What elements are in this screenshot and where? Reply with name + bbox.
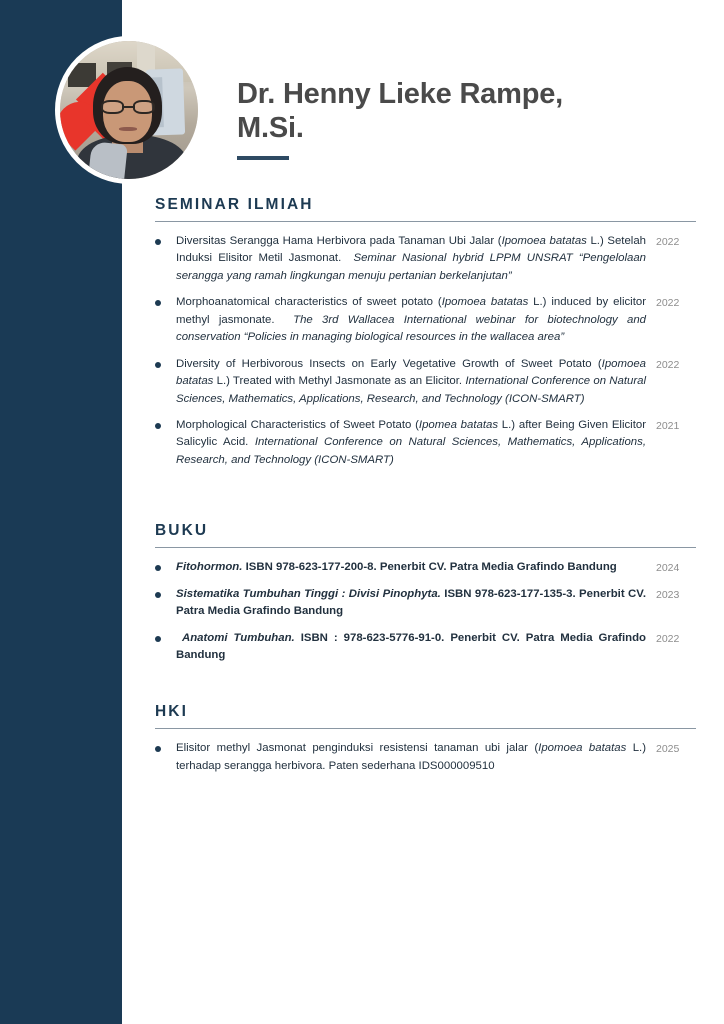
section-divider [155, 728, 696, 729]
section-heading-seminar-ilmiah: SEMINAR ILMIAH [155, 196, 314, 213]
entry-year: 2022 [656, 297, 680, 310]
entry-year: 2024 [656, 562, 680, 575]
list-item [155, 233, 696, 285]
section-hki [155, 703, 696, 775]
bullet-icon [155, 559, 176, 571]
section-heading-buku: BUKU [155, 522, 209, 540]
list-item [155, 417, 696, 469]
bullet-icon [155, 740, 176, 752]
section-divider [155, 547, 696, 548]
entry-year: 2023 [656, 588, 680, 601]
bullet-icon [155, 630, 176, 642]
entry-year: 2022 [656, 358, 680, 371]
page-title: Dr. Henny Lieke Rampe, M.Si. [237, 78, 563, 144]
list-item [155, 559, 696, 576]
entry-text: Anatomi Tumbuhan. ISBN : 978-623-5776-91-0. Penerbit CV. Patra Media Grafindo Bandung [176, 631, 646, 661]
glasses-icon [101, 100, 155, 114]
list-item [155, 356, 696, 408]
entry-year: 2022 [656, 236, 680, 248]
list-item [155, 740, 696, 775]
section-seminar-ilmiah [155, 196, 696, 469]
entry-year: 2025 [656, 743, 680, 756]
photo-scarf [89, 141, 128, 180]
entry-text: Diversitas Serangga Hama Herbivora pada Tanaman Ubi Jalar (Ipomoea batatas L.) Setelah Induksi Elisitor Metil Jasmonat. Seminar Nasional hybrid LPPM UNSRAT “Pengelolaan serangga yang ramah lingkungan menuju pertanian berkelanjutan” [176, 235, 646, 282]
title-underline [237, 156, 289, 160]
list-item [155, 294, 696, 346]
name-block [237, 78, 697, 160]
entry-text: Morphoanatomical characteristics of sweet potato (Ipomoea batatas L.) induced by elicitor methyl jasmonate. The 3rd Wallacea International webinar for biotechnology and conservation “Policies in managing biological resources in the wallacea area” [176, 296, 647, 344]
entry-text: Fitohormon. ISBN 978-623-177-200-8. Penerbit CV. Patra Media Grafindo Bandung [176, 561, 617, 574]
entry-year: 2022 [656, 632, 680, 645]
bullet-icon [155, 294, 176, 306]
list-item [155, 586, 696, 621]
entry-text: Sistematika Tumbuhan Tinggi : Divisi Pinophyta. ISBN 978-623-177-135-3. Penerbit CV. Patra Media Grafindo Bandung [176, 587, 646, 618]
entry-text: Elisitor methyl Jasmonat penginduksi resistensi tanaman ubi jalar (Ipomoea batatas L.) terhadap serangga herbivora. Paten sederhana IDS000009510 [176, 742, 646, 772]
bullet-icon [155, 586, 176, 598]
bullet-icon [155, 233, 176, 245]
section-divider [155, 221, 696, 222]
cv-sections [155, 196, 696, 784]
entry-text: Morphological Characteristics of Sweet Potato (Ipomea batatas L.) after Being Given Elicitor Salicylic Acid. International Conference on Natural Sciences, Mathematics, Applications, Research, and Technology (ICON-SMART) [176, 418, 646, 466]
avatar [55, 36, 203, 184]
photo-mouth [119, 127, 137, 131]
glasses-bridge [124, 106, 133, 108]
section-buku [155, 522, 696, 664]
entry-text: Diversity of Herbivorous Insects on Early Vegetative Growth of Sweet Potato (Ipomoea batatas L.) Treated with Methyl Jasmonate as an Elicitor. International Conference on Natural Sciences, Mathematics, Applications, Research, and Technology (ICON-SMART) [176, 357, 646, 405]
glasses-lens-right [133, 100, 156, 114]
list-item [155, 630, 696, 665]
bullet-icon [155, 356, 176, 368]
bullet-icon [155, 417, 176, 429]
glasses-lens-left [101, 100, 124, 114]
section-spacer [155, 478, 696, 522]
section-spacer [155, 673, 696, 703]
entry-year: 2021 [656, 419, 680, 432]
cv-header [0, 0, 724, 196]
section-heading-hki: HKI [155, 703, 188, 721]
